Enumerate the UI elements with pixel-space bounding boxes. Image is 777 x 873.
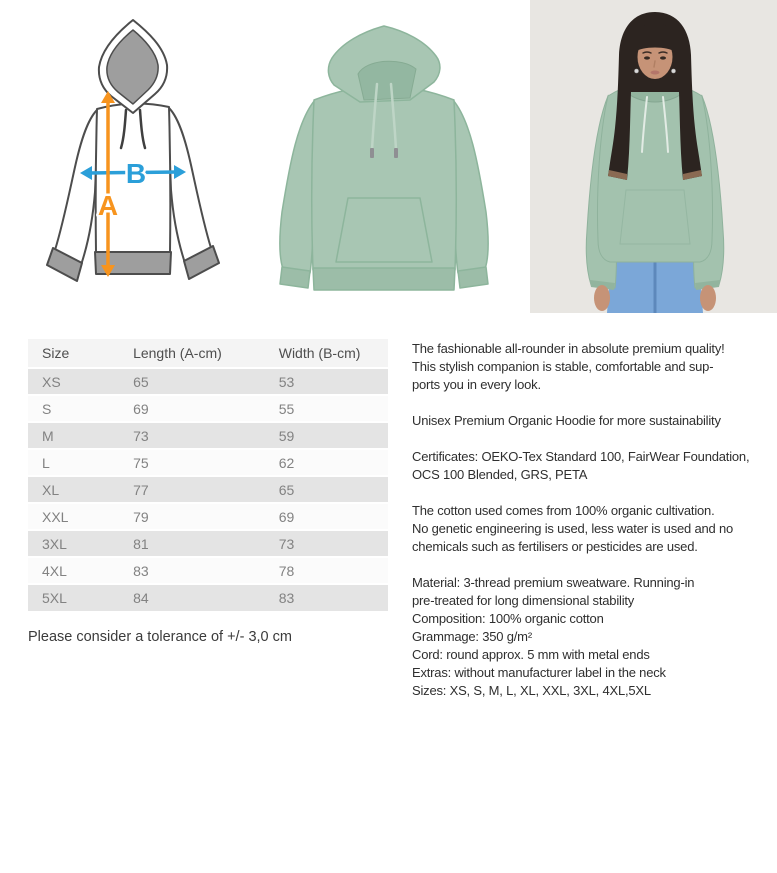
length-cell: 79	[133, 503, 279, 530]
size-table	[28, 339, 388, 612]
size-diagram-image	[38, 12, 243, 297]
description-line: OCS 100 Blended, GRS, PETA	[412, 467, 588, 482]
size-cell: 5XL	[28, 584, 133, 611]
model-photo-image	[530, 0, 777, 313]
description-line: No genetic engineering is used, less water is used and no	[412, 521, 734, 536]
size-cell: M	[28, 422, 133, 449]
description-line: Unisex Premium Organic Hoodie for more sustainability	[412, 413, 721, 428]
length-cell: 77	[133, 476, 279, 503]
hoodie-line-drawing	[38, 12, 243, 297]
table-row	[28, 422, 388, 449]
length-label-a: A	[97, 190, 119, 221]
description-line: This stylish companion is stable, comfortable and sup-	[412, 359, 714, 374]
flat-hood-opening	[358, 61, 416, 100]
width-cell: 59	[279, 422, 388, 449]
flat-hoodie-graphic	[268, 12, 500, 304]
description-line: Extras: without manufacturer label in the neck	[412, 665, 666, 680]
length-column-header: Length (A-cm)	[133, 339, 279, 368]
width-cell: 62	[279, 449, 388, 476]
flat-body	[312, 86, 457, 270]
product-flat-image	[268, 12, 500, 304]
description-line: Grammage: 350 g/m²	[412, 629, 532, 644]
table-row	[28, 584, 388, 611]
size-cell: XS	[28, 368, 133, 395]
length-cell: 84	[133, 584, 279, 611]
table-row	[28, 395, 388, 422]
size-cell: S	[28, 395, 133, 422]
description-line: ports you in every look.	[412, 377, 541, 392]
size-cell: L	[28, 449, 133, 476]
size-cell: XXL	[28, 503, 133, 530]
length-cell: 83	[133, 557, 279, 584]
size-column-header: Size	[28, 339, 133, 368]
width-cell: 69	[279, 503, 388, 530]
description-line: Material: 3-thread premium sweatware. Running-in	[412, 575, 695, 590]
description-paragraph	[412, 448, 777, 484]
width-cell: 55	[279, 395, 388, 422]
description-paragraph	[412, 574, 777, 700]
table-row	[28, 449, 388, 476]
length-cell: 75	[133, 449, 279, 476]
size-cell: XL	[28, 476, 133, 503]
description-line: pre-treated for long dimensional stability	[412, 593, 635, 608]
width-cell: 65	[279, 476, 388, 503]
length-cell: 81	[133, 530, 279, 557]
description-paragraph	[412, 502, 777, 556]
width-cell: 53	[279, 368, 388, 395]
size-cell: 3XL	[28, 530, 133, 557]
size-cell: 4XL	[28, 557, 133, 584]
description-paragraph	[412, 412, 777, 430]
width-label-b: B	[125, 158, 147, 189]
table-row	[28, 530, 388, 557]
model-graphic	[530, 0, 777, 313]
description-line: Cord: round approx. 5 mm with metal ends	[412, 647, 650, 662]
table-row	[28, 368, 388, 395]
description-line: Certificates: OEKO-Tex Standard 100, FairWear Foundation,	[412, 449, 750, 464]
description-line: Sizes: XS, S, M, L, XL, XXL, 3XL, 4XL,5XL	[412, 683, 651, 698]
model-lips	[651, 71, 660, 75]
description-paragraph	[412, 340, 777, 394]
width-cell: 73	[279, 530, 388, 557]
table-row	[28, 557, 388, 584]
width-cell: 78	[279, 557, 388, 584]
description-line: The fashionable all-rounder in absolute premium quality!	[412, 341, 725, 356]
width-cell: 83	[279, 584, 388, 611]
size-table-header-row	[28, 339, 388, 368]
table-row	[28, 503, 388, 530]
width-column-header: Width (B-cm)	[279, 339, 388, 368]
length-cell: 73	[133, 422, 279, 449]
model-nose	[654, 61, 655, 67]
product-description	[412, 340, 777, 718]
description-line: The cotton used comes from 100% organic cultivation.	[412, 503, 715, 518]
description-line: chemicals such as fertilisers or pesticides are used.	[412, 539, 698, 554]
tolerance-note: Please consider a tolerance of +/- 3,0 cm	[28, 629, 292, 645]
flat-hem	[313, 268, 455, 290]
description-line: Composition: 100% organic cotton	[412, 611, 604, 626]
length-cell: 65	[133, 368, 279, 395]
length-cell: 69	[133, 395, 279, 422]
table-row	[28, 476, 388, 503]
